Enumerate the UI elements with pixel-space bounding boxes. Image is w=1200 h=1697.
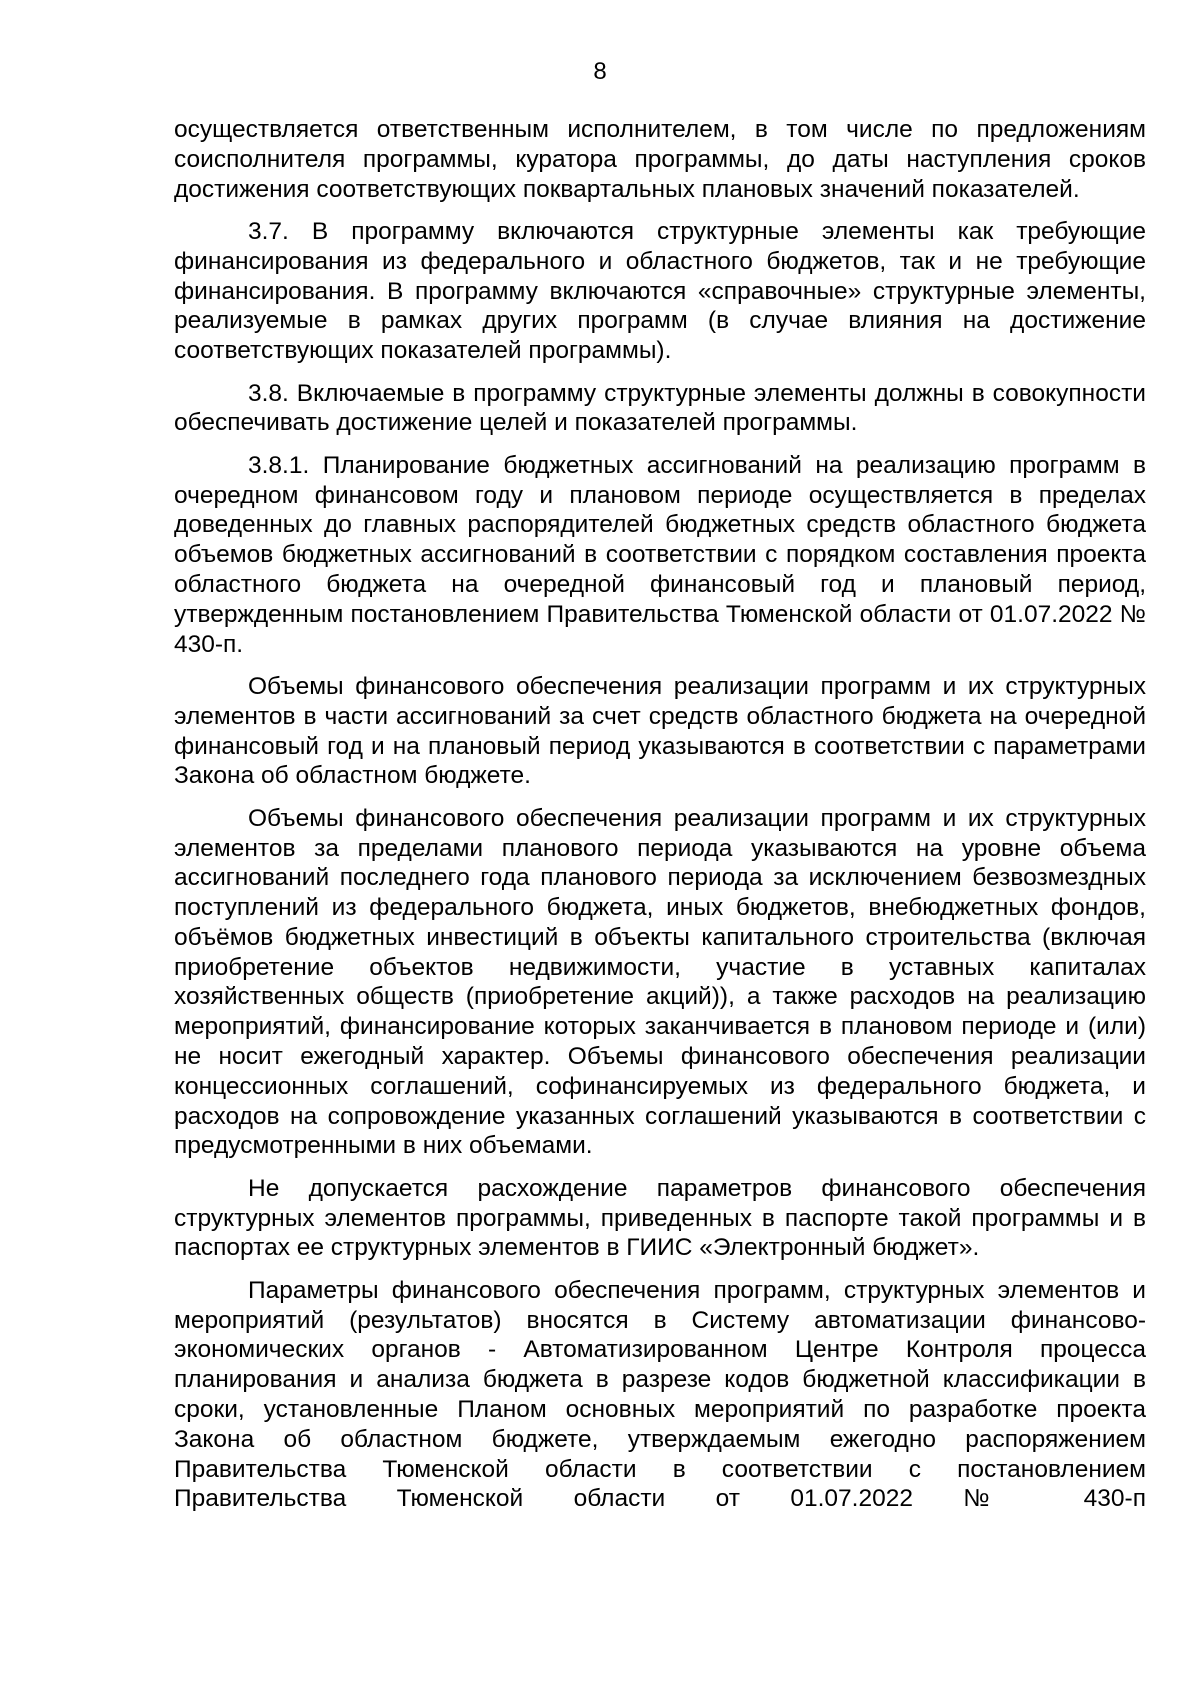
paragraph-no-discrepancy: Не допускается расхождение параметров финансового обеспечения структурных элементов программы, приведенных в паспорте такой программы и в паспортах ее структурных элементов в ГИИС «Электронный бюджет». <box>174 1174 1146 1262</box>
paragraph-continuation: осуществляется ответственным исполнителем, в том числе по предложениям соисполнителя программы, куратора программы, до даты наступления сроков достижения соответствующих поквартальных плановых значений показателей. <box>174 116 1146 203</box>
paragraph-3-8-1: 3.8.1. Планирование бюджетных ассигнований на реализацию программ в очередном финансовом году и плановом периоде осуществляется в пределах доведенных до главных распорядителей бюджетных средств областного бюджета объемов бюджетных ассигнований в соответствии с порядком составления проекта областного бюджета на очередной финансовый год и плановый период, утвержденным постановлением Правительства Тюменской области от 01.07.2022 № 430-п. <box>174 451 1146 658</box>
page-number: 8 <box>593 58 607 85</box>
paragraph-3-8: 3.8. Включаемые в программу структурные элементы должны в совокупности обеспечивать достижение целей и показателей программы. <box>174 379 1146 437</box>
paragraph-funding-volumes: Объемы финансового обеспечения реализации программ и их структурных элементов в части ассигнований за счет средств областного бюджета на очередной финансовый год и на плановый период указываются в соответствии с параметрами Закона об областном бюджете. <box>174 672 1146 790</box>
paragraph-funding-parameters: Параметры финансового обеспечения программ, структурных элементов и мероприятий (результатов) вносятся в Систему автоматизации финансово-экономических органов - Автоматизированном Центре Контроля процесса планирования и анализа бюджета в разрезе кодов бюджетной классификации в сроки, установленные Планом основных мероприятий по разработке проекта Закона об областном бюджете, утверждаемым ежегодно распоряжением Правительства Тюменской области в соответствии с постановлением Правительства Тюменской области от 01.07.2022 № 430-п <box>174 1276 1146 1513</box>
document-body <box>174 115 1146 1527</box>
paragraph-beyond-planning-period: Объемы финансового обеспечения реализации программ и их структурных элементов за пределами планового периода указываются на уровне объема ассигнований последнего года планового периода за исключением безвозмездных поступлений из федерального бюджета, иных бюджетов, внебюджетных фондов, объёмов бюджетных инвестиций в объекты капитального строительства (включая приобретение объектов недвижимости, участие в уставных капиталах хозяйственных обществ (приобретение акций)), а также расходов на реализацию мероприятий, финансирование которых заканчивается в плановом периоде и (или) не носит ежегодный характер. Объемы финансового обеспечения реализации концессионных соглашений, софинансируемых из федерального бюджета, и расходов на сопровождение указанных соглашений указываются в соответствии с предусмотренными в них объемами. <box>174 804 1146 1160</box>
paragraph-3-7: 3.7. В программу включаются структурные элементы как требующие финансирования из федерального и областного бюджетов, так и не требующие финансирования. В программу включаются «справочные» структурные элементы, реализуемые в рамках других программ (в случае влияния на достижение соответствующих показателей программы). <box>174 217 1146 365</box>
